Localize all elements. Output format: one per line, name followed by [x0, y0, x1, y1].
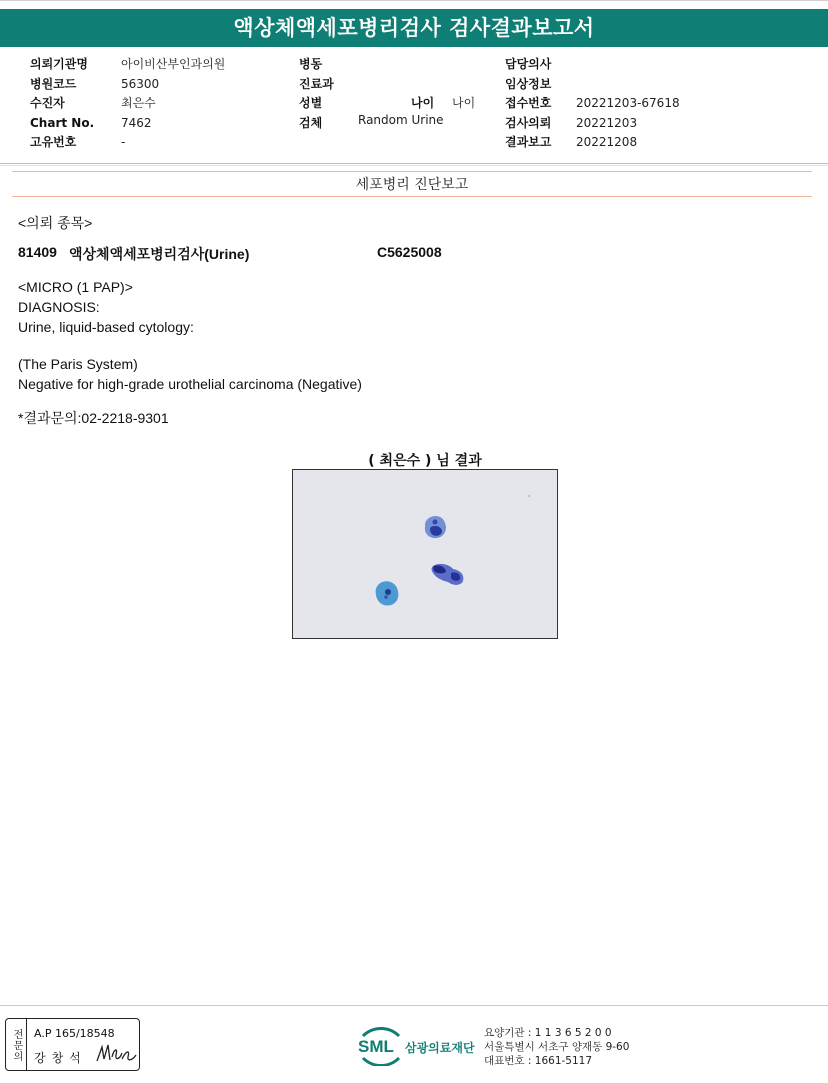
image-caption: ( 최은수 ) 님 결과 — [368, 453, 482, 469]
label-unique-no: 고유번호 — [30, 135, 77, 149]
value-request-date: 20221203 — [576, 115, 638, 130]
label-sex: 성별 — [299, 96, 323, 110]
specialist-label: 전문의 — [6, 1019, 27, 1070]
micro-heading: <MICRO (1 PAP)> — [18, 279, 133, 295]
value-hospital-code: 56300 — [121, 76, 160, 91]
value-doctor — [576, 55, 680, 75]
label-request-date: 검사의뢰 — [505, 115, 552, 130]
svg-text:SML: SML — [358, 1037, 394, 1056]
cytology-image — [292, 469, 558, 639]
patient-info-labels-1 — [30, 55, 94, 153]
patient-info-values-3 — [576, 55, 680, 153]
diagnosis-line: Urine, liquid-based cytology: — [18, 319, 194, 335]
label-hospital-code: 병원코드 — [30, 76, 77, 91]
section-divider-bottom — [12, 196, 812, 197]
order-specimen-id: C5625008 — [377, 244, 442, 260]
label-clinical-info: 임상정보 — [505, 76, 552, 91]
lab-info-phone: 대표번호 : 1661-5117 — [484, 1055, 593, 1067]
value-institution: 아이비산부인과의원 — [121, 57, 226, 71]
section-divider-top — [12, 171, 812, 172]
value-age: 나이 — [452, 96, 476, 110]
pathologist-name: 강창석 — [34, 1051, 87, 1065]
lab-name: 삼광의료재단 — [405, 1041, 475, 1055]
patient-info-values-1 — [121, 55, 225, 153]
header-divider — [0, 163, 828, 166]
value-receipt-no: 20221203-67618 — [576, 96, 680, 110]
diagnosis-finding: Negative for high-grade urothelial carcinoma (Negative) — [18, 376, 362, 392]
signature-scrawl — [94, 1041, 138, 1067]
label-ward: 병동 — [299, 57, 323, 71]
label-patient: 수진자 — [30, 96, 65, 110]
value-patient: 최은수 — [121, 96, 156, 110]
paris-system: (The Paris System) — [18, 356, 138, 372]
order-heading: <의뢰 종목> — [18, 215, 93, 231]
lab-info — [484, 1026, 629, 1068]
contact-number: *결과문의:02-2218-9301 — [18, 410, 169, 426]
section-title: 세포병리 진단보고 — [355, 177, 469, 193]
footer-divider — [0, 1005, 828, 1006]
value-chart-no: 7462 — [121, 115, 152, 130]
patient-info-labels-2 — [299, 55, 334, 133]
value-clinical-info — [576, 75, 680, 95]
value-unique-no: - — [121, 135, 126, 149]
top-rule — [0, 0, 828, 6]
label-specimen: 검체 — [299, 115, 323, 130]
ap-number: A.P 165/18548 — [34, 1027, 115, 1040]
lab-info-code: 요양기관 : 1 1 3 6 5 2 0 0 — [484, 1027, 612, 1039]
cell-cluster-1 — [425, 516, 446, 538]
order-code: 81409 — [18, 244, 57, 260]
label-report-date: 결과보고 — [505, 135, 552, 149]
label-chart-no: Chart No. — [30, 115, 95, 130]
diagnosis-label: DIAGNOSIS: — [18, 299, 100, 315]
label-department: 진료과 — [299, 76, 334, 91]
value-report-date: 20221208 — [576, 135, 638, 149]
lab-info-address: 서울특별시 서초구 양재동 9-60 — [484, 1041, 630, 1053]
value-specimen: Random Urine — [358, 113, 444, 127]
label-institution: 의뢰기관명 — [30, 57, 88, 71]
label-receipt-no: 접수번호 — [505, 96, 552, 110]
label-age: 나이 — [411, 96, 435, 110]
patient-info-labels-3 — [505, 55, 551, 153]
label-doctor: 담당의사 — [505, 57, 552, 71]
signature-box — [5, 1018, 140, 1071]
sml-logo-icon — [357, 1026, 405, 1066]
order-name: 액상체액세포병리검사(Urine) — [69, 246, 250, 262]
report-title: 액상체액세포병리검사 검사결과보고서 — [0, 9, 828, 47]
